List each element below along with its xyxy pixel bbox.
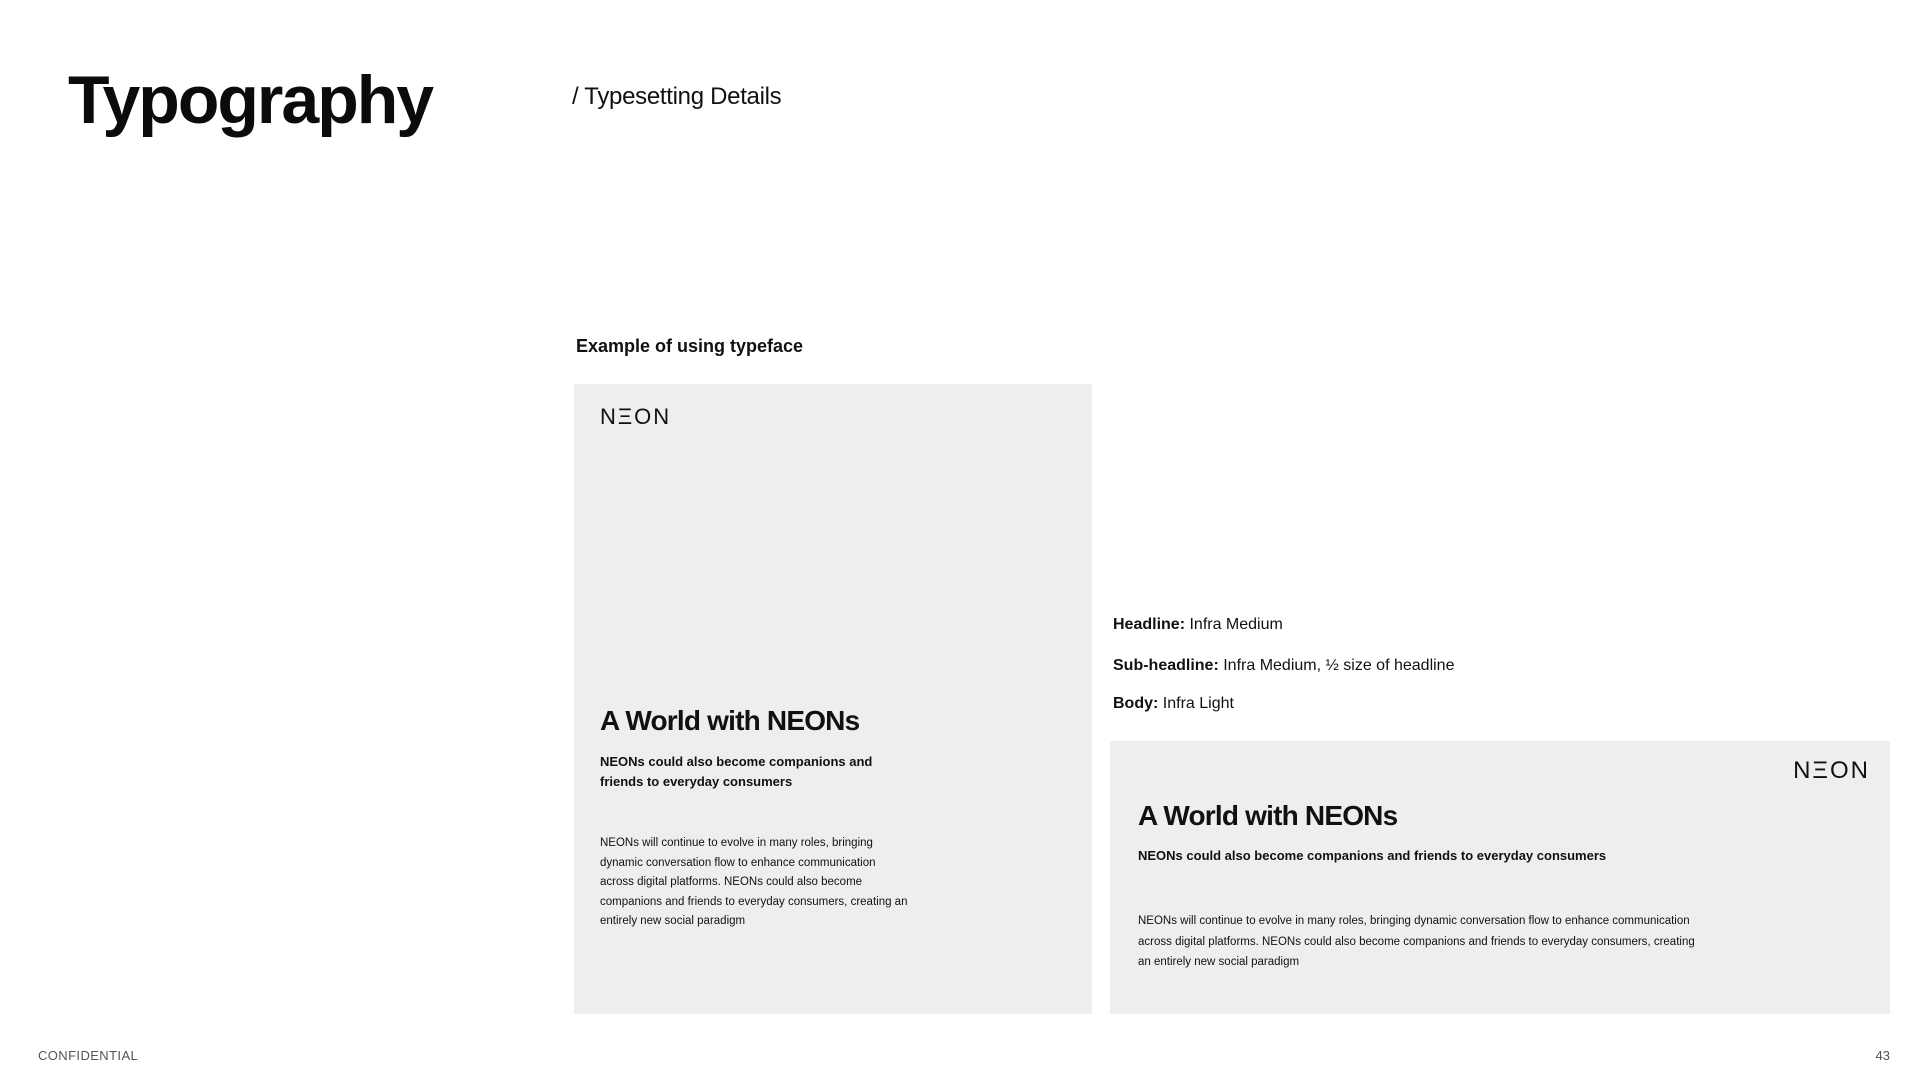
section-subtitle: / Typesetting Details: [572, 83, 782, 110]
page-title: Typography: [68, 62, 433, 138]
spec-subheadline: [1113, 655, 1454, 677]
example-headline: A World with NEONs: [1138, 800, 1398, 831]
spec-value: Infra Medium, ½ size of headline: [1223, 657, 1455, 674]
spec-label: Sub-headline:: [1113, 657, 1219, 674]
spec-value: Infra Light: [1162, 695, 1234, 712]
neon-logo: NΞON: [1793, 757, 1870, 784]
example-subheadline: NEONs could also become companions and friends to everyday consumers: [1138, 848, 1607, 863]
spec-headline: [1113, 614, 1283, 636]
example-label: Example of using typeface: [576, 336, 804, 356]
example-body: NEONs will continue to evolve in many roles, bringing dynamic conversation flow to enhance communication across digital platforms. NEONs could also become companions and friends to everyday consumers, creating an entirely new social paradigm: [1138, 915, 1695, 968]
neon-logo: NΞON: [600, 404, 672, 429]
example-subheadline: NEONs could also become companions and friends to everyday consumers: [600, 754, 873, 789]
example-body: NEONs will continue to evolve in many roles, bringing dynamic conversation flow to enhance communication across digital platforms. NEONs could also become companions and friends to everyday consumers, creating an entirely new social paradigm: [600, 837, 908, 927]
confidential-label: CONFIDENTIAL: [38, 1048, 139, 1063]
page-number: 43: [1875, 1048, 1890, 1063]
example-headline: A World with NEONs: [600, 705, 860, 736]
spec-value: Infra Medium: [1189, 616, 1283, 633]
spec-label: Headline:: [1113, 616, 1186, 633]
horizontal-example-card: [1110, 741, 1890, 1014]
spec-label: Body:: [1113, 695, 1159, 712]
vertical-example-card: [574, 384, 1092, 1014]
spec-body: [1113, 693, 1234, 715]
